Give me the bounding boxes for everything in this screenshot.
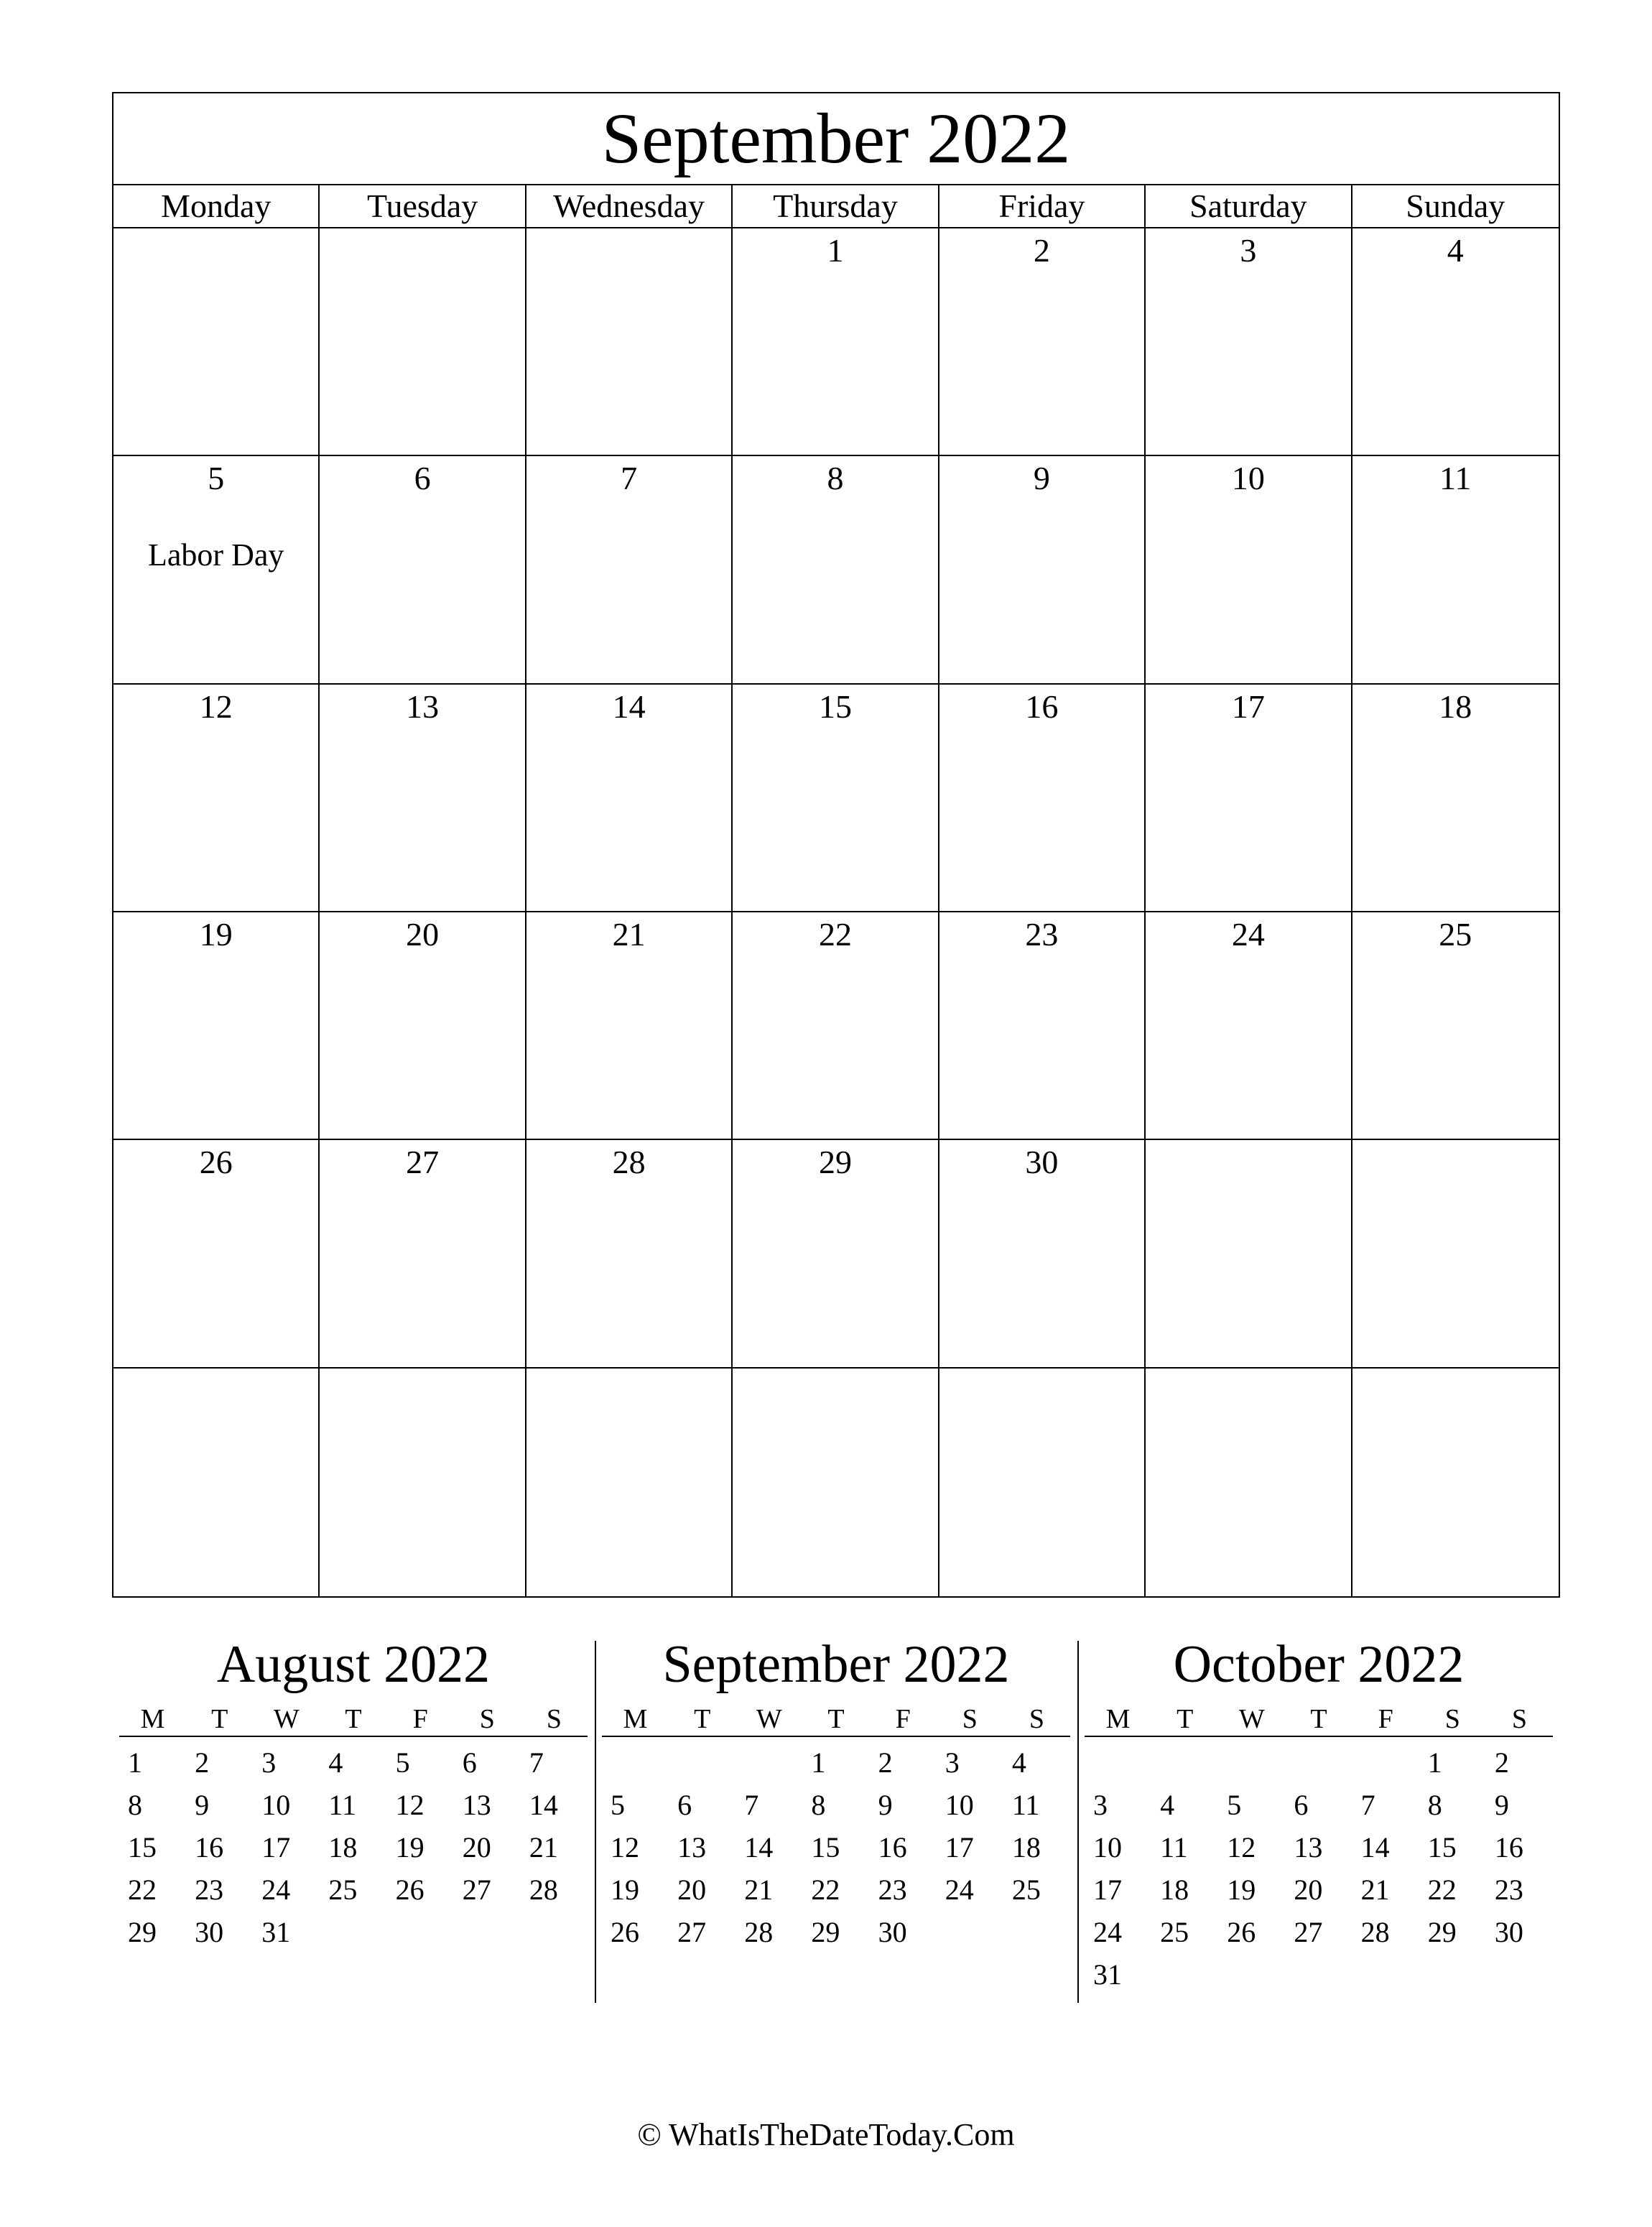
day-cell <box>113 912 320 1140</box>
mini-day-number: 22 <box>811 1874 840 1906</box>
mini-day-number: 25 <box>1160 1916 1189 1948</box>
mini-day-number: 20 <box>462 1831 491 1863</box>
mini-day-number: 9 <box>878 1789 893 1821</box>
mini-day-grid <box>1085 1737 1553 1996</box>
mini-weekday-letter: T <box>1177 1704 1194 1734</box>
mini-day-number: 13 <box>462 1789 491 1821</box>
mini-day-number: 1 <box>811 1746 826 1779</box>
mini-day-grid <box>119 1737 588 1953</box>
calendar-title: September 2022 <box>113 93 1559 185</box>
day-cell <box>1352 456 1559 684</box>
day-cell <box>320 1140 526 1368</box>
mini-day-number: 2 <box>1494 1746 1509 1779</box>
day-number: 14 <box>612 687 646 725</box>
day-cell <box>1146 1140 1352 1368</box>
day-grid <box>113 228 1559 1596</box>
mini-weekday-letter: T <box>211 1704 228 1734</box>
mini-day-number: 21 <box>1360 1874 1390 1906</box>
mini-weekday-letter: T <box>827 1704 845 1734</box>
weekday-sunday: Sunday <box>1406 187 1505 224</box>
mini-day-number: 2 <box>878 1746 893 1779</box>
mini-day-number: 5 <box>611 1789 625 1821</box>
mini-empty-cell <box>602 1741 669 1784</box>
mini-day-number: 31 <box>261 1916 291 1948</box>
mini-day-number: 25 <box>1011 1874 1041 1906</box>
mini-weekday-letter: M <box>1105 1704 1131 1734</box>
mini-day-number: 11 <box>328 1789 356 1821</box>
day-number: 28 <box>612 1144 646 1181</box>
mini-day-number: 4 <box>1011 1746 1026 1779</box>
mini-day-number: 23 <box>1494 1874 1523 1906</box>
day-cell <box>1146 1369 1352 1596</box>
mini-day-number: 8 <box>1427 1789 1442 1821</box>
mini-day-number: 1 <box>128 1746 142 1779</box>
mini-weekday-letter: S <box>1511 1704 1527 1734</box>
mini-weekday-header <box>602 1703 1070 1737</box>
mini-day-number: 24 <box>261 1874 291 1906</box>
mini-empty-cell <box>1285 1741 1352 1784</box>
weekday-saturday: Saturday <box>1146 185 1352 227</box>
mini-day-number: 14 <box>529 1789 558 1821</box>
mini-day-number: 7 <box>529 1746 544 1779</box>
mini-day-number: 27 <box>462 1874 491 1906</box>
day-cell <box>733 912 939 1140</box>
day-cell <box>113 456 320 684</box>
mini-weekday-letter: S <box>962 1704 978 1734</box>
mini-day-number: 13 <box>1294 1831 1323 1863</box>
day-number: 20 <box>406 916 440 953</box>
mini-empty-cell <box>669 1741 735 1784</box>
mini-day-number: 20 <box>1294 1874 1323 1906</box>
day-cell <box>939 685 1146 912</box>
day-cell <box>733 1369 939 1596</box>
day-number: 25 <box>1439 916 1472 953</box>
day-cell <box>526 1140 733 1368</box>
mini-day-number: 6 <box>1294 1789 1309 1821</box>
mini-day-number: 23 <box>195 1874 224 1906</box>
column-divider <box>595 1641 596 2003</box>
mini-day-number: 21 <box>744 1874 774 1906</box>
mini-weekday-header <box>119 1703 588 1737</box>
day-cell <box>1352 685 1559 912</box>
day-cell <box>113 1140 320 1368</box>
day-cell <box>526 685 733 912</box>
mini-day-number: 17 <box>261 1831 291 1863</box>
mini-weekday-letter: T <box>1310 1704 1327 1734</box>
mini-day-number: 15 <box>128 1831 157 1863</box>
day-number: 3 <box>1240 232 1257 269</box>
day-cell <box>1146 456 1352 684</box>
weekday-wednesday: Wednesday <box>526 185 733 227</box>
day-cell <box>733 456 939 684</box>
mini-day-number: 10 <box>261 1789 291 1821</box>
mini-day-number: 5 <box>1227 1789 1242 1821</box>
mini-weekday-header <box>1085 1703 1553 1737</box>
mini-weekday-letter: T <box>345 1704 362 1734</box>
day-number: 8 <box>827 460 844 497</box>
mini-day-number: 4 <box>1160 1789 1175 1821</box>
mini-empty-cell <box>1151 1741 1218 1784</box>
mini-day-number: 29 <box>811 1916 840 1948</box>
day-number: 13 <box>406 687 440 725</box>
day-cell <box>320 228 526 456</box>
copyright-footer: © WhatIsTheDateToday.Com <box>637 2117 1015 2152</box>
mini-weekday-letter: W <box>1238 1704 1265 1734</box>
day-cell <box>526 912 733 1140</box>
day-number: 30 <box>1025 1144 1059 1181</box>
mini-day-number: 9 <box>195 1789 210 1821</box>
mini-day-number: 9 <box>1494 1789 1509 1821</box>
mini-day-number: 10 <box>945 1789 974 1821</box>
day-cell <box>1352 1369 1559 1596</box>
mini-day-number: 17 <box>945 1831 974 1863</box>
day-cell <box>113 685 320 912</box>
mini-day-number: 28 <box>529 1874 558 1906</box>
day-cell <box>733 685 939 912</box>
mini-day-number: 3 <box>1093 1789 1108 1821</box>
mini-day-number: 22 <box>1427 1874 1457 1906</box>
mini-day-number: 16 <box>195 1831 224 1863</box>
day-cell <box>1146 912 1352 1140</box>
mini-day-number: 25 <box>328 1874 358 1906</box>
mini-day-number: 29 <box>128 1916 157 1948</box>
day-number: 18 <box>1439 687 1472 725</box>
mini-day-number: 27 <box>1294 1916 1323 1948</box>
day-number: 23 <box>1025 916 1059 953</box>
mini-empty-cell <box>735 1741 802 1784</box>
weekday-thursday: Thursday <box>733 185 939 227</box>
mini-day-number: 18 <box>1011 1831 1041 1863</box>
mini-day-number: 6 <box>677 1789 692 1821</box>
main-calendar <box>112 92 1560 1598</box>
mini-weekday-letter: M <box>623 1704 648 1734</box>
mini-day-number: 16 <box>878 1831 907 1863</box>
day-number: 12 <box>199 687 233 725</box>
mini-calendar-october <box>1085 1635 1553 1996</box>
mini-day-number: 7 <box>1360 1789 1375 1821</box>
day-cell <box>1352 1140 1559 1368</box>
mini-day-number: 29 <box>1427 1916 1457 1948</box>
mini-day-number: 11 <box>1011 1789 1040 1821</box>
mini-day-number: 3 <box>945 1746 960 1779</box>
mini-day-number: 26 <box>1227 1916 1256 1948</box>
day-cell <box>1146 228 1352 456</box>
mini-day-number: 12 <box>1227 1831 1256 1863</box>
day-cell <box>1352 912 1559 1140</box>
mini-day-number: 24 <box>945 1874 974 1906</box>
mini-day-number: 28 <box>1360 1916 1390 1948</box>
weekday-monday: Monday <box>113 185 320 227</box>
mini-empty-cell <box>1352 1741 1419 1784</box>
mini-day-number: 8 <box>811 1789 826 1821</box>
day-cell <box>939 1140 1146 1368</box>
day-number: 16 <box>1025 687 1059 725</box>
day-number: 27 <box>406 1144 440 1181</box>
mini-empty-cell <box>1218 1741 1285 1784</box>
day-number: 9 <box>1033 460 1050 497</box>
mini-day-number: 5 <box>395 1746 410 1779</box>
day-number: 5 <box>208 460 225 497</box>
day-number: 4 <box>1447 232 1464 269</box>
day-cell <box>320 456 526 684</box>
mini-calendar-august <box>119 1635 588 1953</box>
day-cell <box>113 1369 320 1596</box>
day-cell <box>320 912 526 1140</box>
mini-day-number: 24 <box>1093 1916 1122 1948</box>
mini-day-number: 11 <box>1160 1831 1188 1863</box>
day-number: 24 <box>1231 916 1265 953</box>
mini-day-number: 30 <box>195 1916 224 1948</box>
day-cell <box>939 228 1146 456</box>
mini-day-number: 1 <box>1427 1746 1442 1779</box>
mini-day-number: 14 <box>1360 1831 1390 1863</box>
mini-day-number: 15 <box>811 1831 840 1863</box>
mini-day-number: 18 <box>328 1831 358 1863</box>
mini-day-number: 26 <box>611 1916 639 1948</box>
mini-weekday-letter: F <box>895 1704 911 1734</box>
mini-day-number: 15 <box>1427 1831 1457 1863</box>
mini-day-number: 19 <box>395 1831 424 1863</box>
day-cell <box>1352 228 1559 456</box>
holiday-label: Labor Day <box>148 537 284 573</box>
mini-weekday-letter: S <box>479 1704 495 1734</box>
mini-day-number: 3 <box>261 1746 277 1779</box>
day-number: 22 <box>818 916 852 953</box>
day-number: 2 <box>1033 232 1050 269</box>
mini-weekday-letter: F <box>412 1704 428 1734</box>
mini-day-number: 28 <box>744 1916 774 1948</box>
mini-calendar-title: October 2022 <box>1173 1635 1465 1694</box>
day-cell <box>939 1369 1146 1596</box>
mini-day-number: 16 <box>1494 1831 1523 1863</box>
mini-weekday-letter: T <box>694 1704 711 1734</box>
mini-weekday-letter: M <box>140 1704 165 1734</box>
mini-day-number: 20 <box>677 1874 707 1906</box>
mini-day-number: 4 <box>328 1746 343 1779</box>
day-number: 6 <box>414 460 431 497</box>
mini-calendar-title: September 2022 <box>662 1635 1010 1694</box>
day-cell <box>113 228 320 456</box>
mini-empty-cell <box>1085 1741 1151 1784</box>
mini-day-number: 31 <box>1093 1958 1122 1991</box>
mini-day-number: 18 <box>1160 1874 1189 1906</box>
day-number: 19 <box>199 916 233 953</box>
mini-day-number: 23 <box>878 1874 907 1906</box>
mini-day-number: 26 <box>395 1874 424 1906</box>
weekday-friday: Friday <box>939 185 1146 227</box>
mini-weekday-letter: S <box>1444 1704 1460 1734</box>
mini-calendar-september <box>602 1635 1070 1953</box>
mini-day-number: 22 <box>128 1874 157 1906</box>
mini-weekday-letter: F <box>1378 1704 1393 1734</box>
day-number: 15 <box>818 687 852 725</box>
day-cell <box>1146 685 1352 912</box>
mini-day-number: 6 <box>462 1746 477 1779</box>
mini-day-number: 2 <box>195 1746 210 1779</box>
weekday-tuesday: Tuesday <box>320 185 526 227</box>
day-number: 1 <box>827 232 844 269</box>
mini-day-number: 30 <box>878 1916 907 1948</box>
mini-day-number: 13 <box>677 1831 707 1863</box>
day-cell <box>320 1369 526 1596</box>
mini-day-number: 12 <box>611 1831 639 1863</box>
day-number: 7 <box>621 460 638 497</box>
day-cell <box>733 1140 939 1368</box>
mini-day-number: 7 <box>744 1789 759 1821</box>
mini-calendar-title: August 2022 <box>216 1635 491 1694</box>
day-cell <box>939 912 1146 1140</box>
mini-day-number: 14 <box>744 1831 774 1863</box>
day-number: 26 <box>199 1144 233 1181</box>
mini-day-number: 17 <box>1093 1874 1122 1906</box>
day-cell <box>526 1369 733 1596</box>
mini-day-number: 10 <box>1093 1831 1122 1863</box>
day-cell <box>526 456 733 684</box>
mini-day-number: 12 <box>395 1789 424 1821</box>
mini-day-number: 27 <box>677 1916 707 1948</box>
day-number: 10 <box>1231 460 1265 497</box>
mini-day-number: 19 <box>1227 1874 1256 1906</box>
mini-weekday-letter: W <box>756 1704 782 1734</box>
day-cell <box>733 228 939 456</box>
day-number: 29 <box>818 1144 852 1181</box>
day-number: 21 <box>612 916 646 953</box>
day-cell <box>320 685 526 912</box>
mini-weekday-letter: S <box>546 1704 562 1734</box>
mini-day-grid <box>602 1737 1070 1953</box>
day-cell <box>526 228 733 456</box>
mini-day-number: 21 <box>529 1831 558 1863</box>
mini-weekday-letter: S <box>1029 1704 1044 1734</box>
weekday-header-row <box>113 185 1559 228</box>
mini-day-number: 30 <box>1494 1916 1523 1948</box>
mini-weekday-letter: W <box>273 1704 300 1734</box>
column-divider <box>1077 1641 1079 2003</box>
day-number: 17 <box>1231 687 1265 725</box>
day-cell <box>939 456 1146 684</box>
mini-day-number: 19 <box>611 1874 639 1906</box>
day-number: 11 <box>1439 460 1472 497</box>
mini-day-number: 8 <box>128 1789 142 1821</box>
